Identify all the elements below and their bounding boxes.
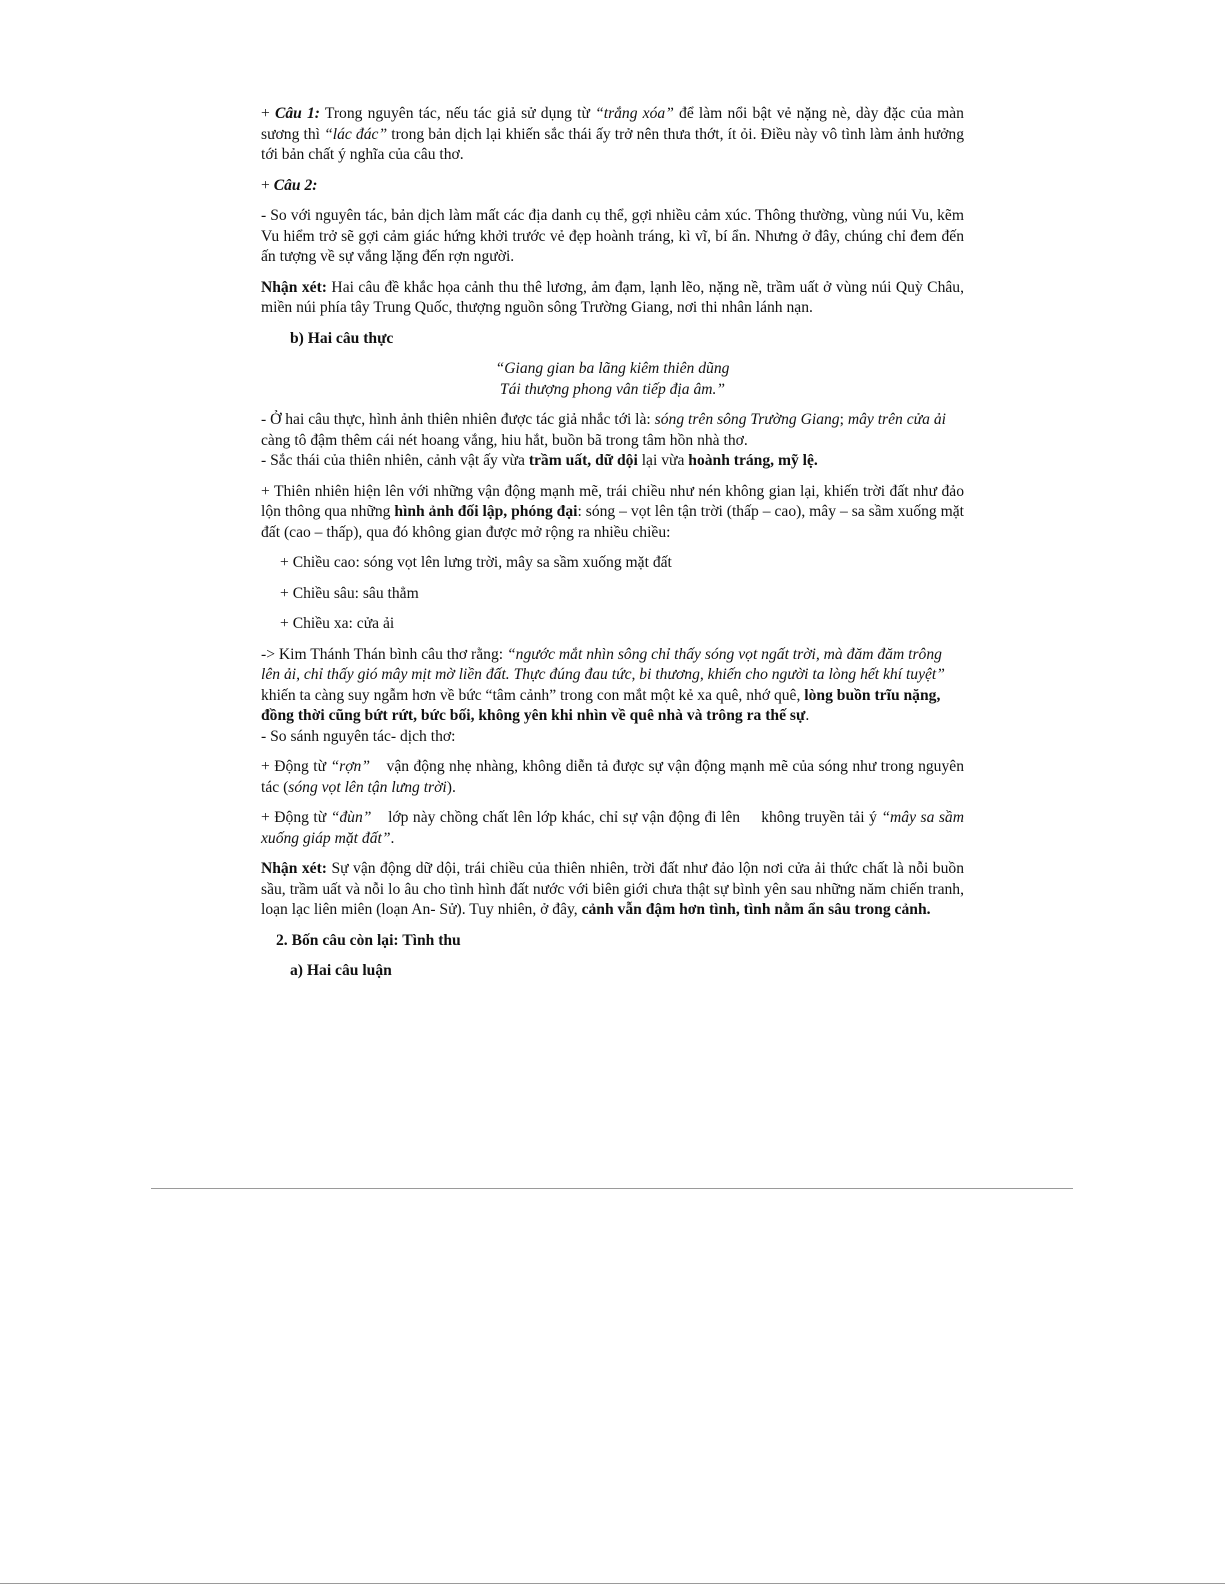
bottom-divider <box>0 1583 1225 1584</box>
heading-hai-cau-thuc: b) Hai câu thực <box>290 329 394 347</box>
paragraph-so-sanh: - So sánh nguyên tác- dịch thơ: <box>261 727 456 745</box>
paragraph-nhan-xet-2: Nhận xét: Sự vận động dữ dội, trái chiều của thiên nhiên, trời đất như đảo lộn nơi cửa ải thức chất là nỗi buồn sầu, trầm uất và nỗi lo âu cho tình hình đất nước với biên giới chưa thật sự bình yên sau những năm chiến tranh, loạn lạc liên miên (loạn An- Sử). Tuy nhiên, ở đây, cảnh vẫn đậm hơn tình, tình nằm ẩn sâu trong cảnh. <box>261 860 964 918</box>
paragraph-kim-thanh-than: -> Kim Thánh Thán bình câu thơ rằng: “ngước mắt nhìn sông chỉ thấy sóng vọt ngất trời, mà đăm đăm trông lên ải, chỉ thấy gió mây mịt mờ liền đất. Thực đúng đau tức, bi thương, khiến cho người ta lòng hết khí tuyệt” khiến ta càng suy ngẫm hơn về bức “tâm cảnh” trong con mắt một kẻ xa quê, nhớ quê, lòng buồn trĩu nặng, đồng thời cũng bứt rứt, bức bối, không yên khi nhìn về quê nhà và trông ra thế sự. <box>261 645 945 724</box>
paragraph-dong-tu-ron: + Động từ “rợn” vận động nhẹ nhàng, không diễn tả được sự vận động mạnh mẽ của sóng như trong nguyên tác (sóng vọt lên tận lưng trời). <box>261 758 964 796</box>
paragraph-nhan-xet-1: Nhận xét: Hai câu đề khắc họa cảnh thu thê lương, ảm đạm, lạnh lẽo, nặng nề, trầm uất ở vùng núi Quỳ Châu, miền núi phía tây Trung Quốc, thượng nguồn sông Trường Giang, nơi thi nhân lánh nạn. <box>261 278 965 316</box>
list-item-chieu-sau: + Chiều sâu: sâu thẳm <box>280 584 419 602</box>
heading-bon-cau-con-lai: 2. Bốn câu còn lại: Tình thu <box>276 931 461 949</box>
paragraph-cau-2: + Câu 2: <box>261 176 318 194</box>
heading-hai-cau-luan: a) Hai câu luận <box>290 962 392 979</box>
paragraph-so-voi-nguyen-tac: - So với nguyên tác, bản dịch làm mất các địa danh cụ thể, gợi nhiều cảm xúc. Thông thường, vùng núi Vu, kẽm Vu hiểm trở sẽ gợi cảm giác hứng khởi trước vẻ đẹp hoành tráng, kì vĩ, bí ẩn. Nhưng ở đây, chúng chỉ đem đến ấn tượng về sự vắng lặng đến rợn người. <box>261 207 964 265</box>
paragraph-sac-thai: - Sắc thái của thiên nhiên, cảnh vật ấy vừa trầm uất, dữ dội lại vừa hoành tráng, mỹ lệ. <box>261 452 818 469</box>
list-item-chieu-xa: + Chiều xa: cửa ải <box>280 615 395 632</box>
document-page <box>261 104 964 992</box>
page-divider <box>151 1188 1073 1189</box>
paragraph-dong-tu-dun: + Động từ “đùn” lớp này chồng chất lên lớp khác, chỉ sự vận động đi lên không truyền tải ý “mây sa sầm xuống giáp mặt đất”. <box>261 809 965 847</box>
poem-line-1: “Giang gian ba lãng kiêm thiên dũng <box>495 360 730 377</box>
paragraph-hinh-anh: - Ở hai câu thực, hình ảnh thiên nhiên được tác giả nhắc tới là: sóng trên sông Trường Giang; mây trên cửa ải càng tô đậm thêm cái nét hoang vắng, hiu hắt, buồn bã trong tâm hồn nhà thơ. <box>261 411 946 449</box>
poem-line-2: Tái thượng phong vân tiếp địa âm.” <box>499 380 726 398</box>
paragraph-thien-nhien: + Thiên nhiên hiện lên với những vận động mạnh mẽ, trái chiều như nén không gian lại, khiến trời đất như đảo lộn thông qua những hình ảnh đối lập, phóng đại: sóng – vọt lên tận trời (thấp – cao), mây – sa sầm xuống mặt đất (cao – thấp), qua đó không gian được mở rộng ra nhiều chiều: <box>261 482 964 541</box>
list-item-chieu-cao: + Chiều cao: sóng vọt lên lưng trời, mây sa sầm xuống mặt đất <box>280 554 672 571</box>
paragraph-cau-1: + Câu 1: Trong nguyên tác, nếu tác giả sử dụng từ “trắng xóa” để làm nổi bật vẻ nặng nè, dày đặc của màn sương thì “lác đác” trong bản dịch lại khiến sắc thái ấy trở nên thưa thớt, ít ỏi. Điều này vô tình làm ảnh hưởng tới bản chất ý nghĩa của câu thơ. <box>261 105 964 163</box>
